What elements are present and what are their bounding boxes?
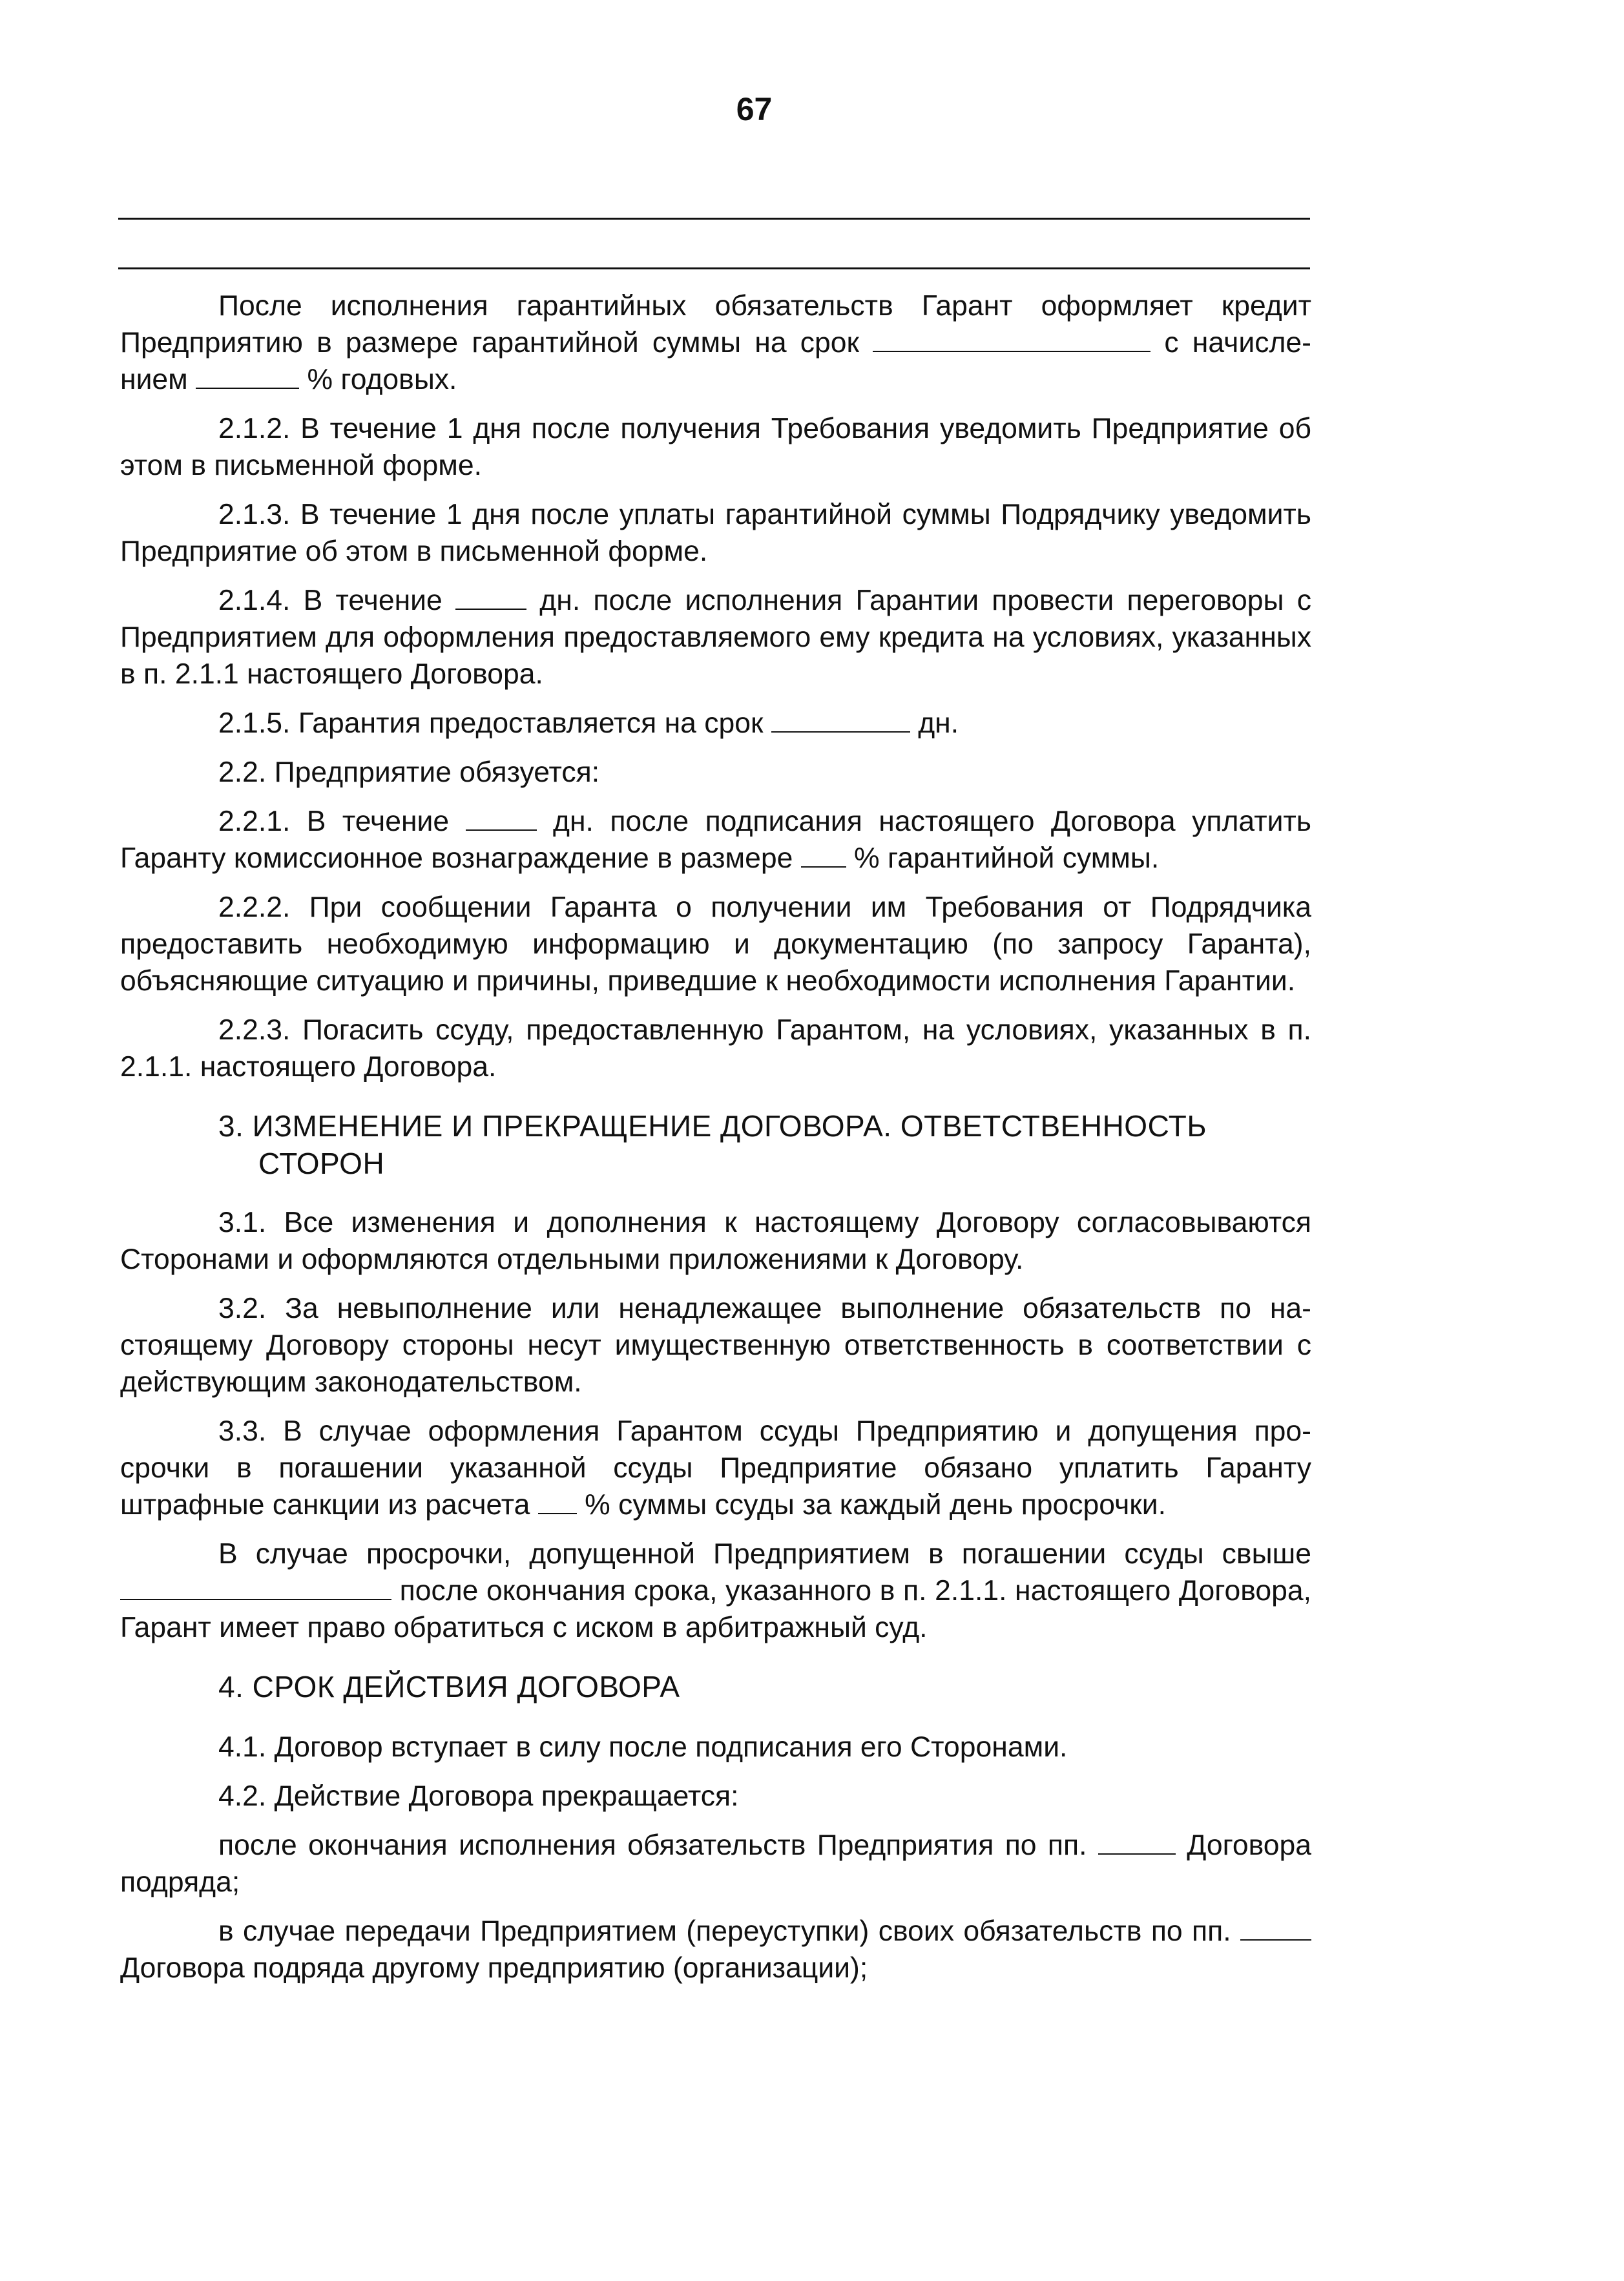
paragraph-3-2: 3.2. За невыполнение или ненадлежащее выполнение обязательств по настоящему Договору стороны несут имущественную ответственность в соответствии с действующим законодательством. <box>120 1293 1311 1398</box>
fill-blank <box>1240 1913 1311 1941</box>
page-number: 67 <box>736 91 773 127</box>
fill-blank <box>771 705 910 733</box>
fill-blank <box>120 1573 391 1600</box>
paragraph-termination-1: после окончания исполнения обязательств Предприятия по пп. Договора подряда; <box>120 1827 1311 1901</box>
fill-blank <box>455 583 526 610</box>
document-body <box>120 287 1311 1999</box>
section-heading-3 <box>218 1107 1311 1182</box>
section-heading-4: 4. СРОК ДЕЙСТВИЯ ДОГОВОРА <box>218 1670 680 1703</box>
paragraph-4-2: 4.2. Действие Договора прекращается: <box>218 1780 739 1812</box>
paragraph-overdue: В случае просрочки, допущенной Предприятием в погашении ссуды свыше после окончания срока, указанного в п. 2.1.1. настоящего Договора, Гарант имеет право обратиться с иском в арбитражный суд. <box>120 1538 1311 1643</box>
paragraph-2-2-1: 2.2.1. В течение дн. после подписания настоящего Договора уплатить Гаранту комиссионное вознаграждение в размере % гарантийной суммы. <box>120 803 1311 877</box>
fill-blank <box>466 804 537 831</box>
blank-line-2 <box>118 267 1310 269</box>
paragraph-2-1-4: 2.1.4. В течение дн. после исполнения Гарантии провести переговоры с Предприятием для оформления предоставляемого ему кредита на условиях, указанных в п. 2.1.1 настоящего Договора. <box>120 582 1311 693</box>
section-heading-3-line2: СТОРОН <box>258 1147 385 1180</box>
paragraph-termination-2: в случае передачи Предприятием (переуступки) своих обязательств по пп. Договора подряда другому предприятию (организации); <box>120 1913 1311 1986</box>
paragraph-2-1-3: 2.1.3. В течение 1 дня после уплаты гарантийной суммы Подрядчику уведомить Предприятие об этом в письменной форме. <box>120 499 1311 567</box>
fill-blank <box>538 1487 577 1514</box>
blank-line-1 <box>118 218 1310 220</box>
paragraph-2-2: 2.2. Предприятие обязуется: <box>218 756 600 788</box>
fill-blank <box>873 325 1150 352</box>
paragraph-2-2-2: 2.2.2. При сообщении Гаранта о получении им Требования от Подрядчика предоставить необходимую информацию и документацию (по запросу Гаранта), объясняющие ситуацию и причины, приведшие к необходимости исполнения Гарантии. <box>120 891 1311 997</box>
fill-blank <box>1098 1828 1176 1855</box>
paragraph-2-2-3: 2.2.3. Погасить ссуду, предоставленную Гарантом, на условиях, указанных в п. 2.1.1. настоящего Договора. <box>120 1014 1311 1083</box>
paragraph-3-3: 3.3. В случае оформления Гарантом ссуды Предприятию и допущения просрочки в погашении указанной ссуды Предприятие обязано уплатить Гаранту штрафные санкции из расчета % суммы ссуды за каждый день просрочки. <box>120 1415 1311 1521</box>
paragraph-2-1-5: 2.1.5. Гарантия предоставляется на срок дн. <box>120 705 1311 742</box>
fill-blank <box>196 362 299 389</box>
section-heading-3-line1: 3. ИЗМЕНЕНИЕ И ПРЕКРАЩЕНИЕ ДОГОВОРА. ОТВЕТСТВЕННОСТЬ <box>218 1109 1207 1143</box>
paragraph-3-1: 3.1. Все изменения и дополнения к настоящему Договору согласовываются Сторонами и оформляются отдельными приложениями к Договору. <box>120 1207 1311 1275</box>
paragraph-credit: После исполнения гарантийных обязательств Гарант оформляет кредит Предприятию в размере гарантийной суммы на срок с начислением % годовых. <box>120 290 1311 395</box>
paragraph-2-1-2: 2.1.2. В течение 1 дня после получения Требования уведомить Предприятие об этом в письменной форме. <box>120 413 1311 481</box>
paragraph-4-1: 4.1. Договор вступает в силу после подписания его Сторонами. <box>218 1731 1068 1763</box>
fill-blank <box>801 840 846 868</box>
